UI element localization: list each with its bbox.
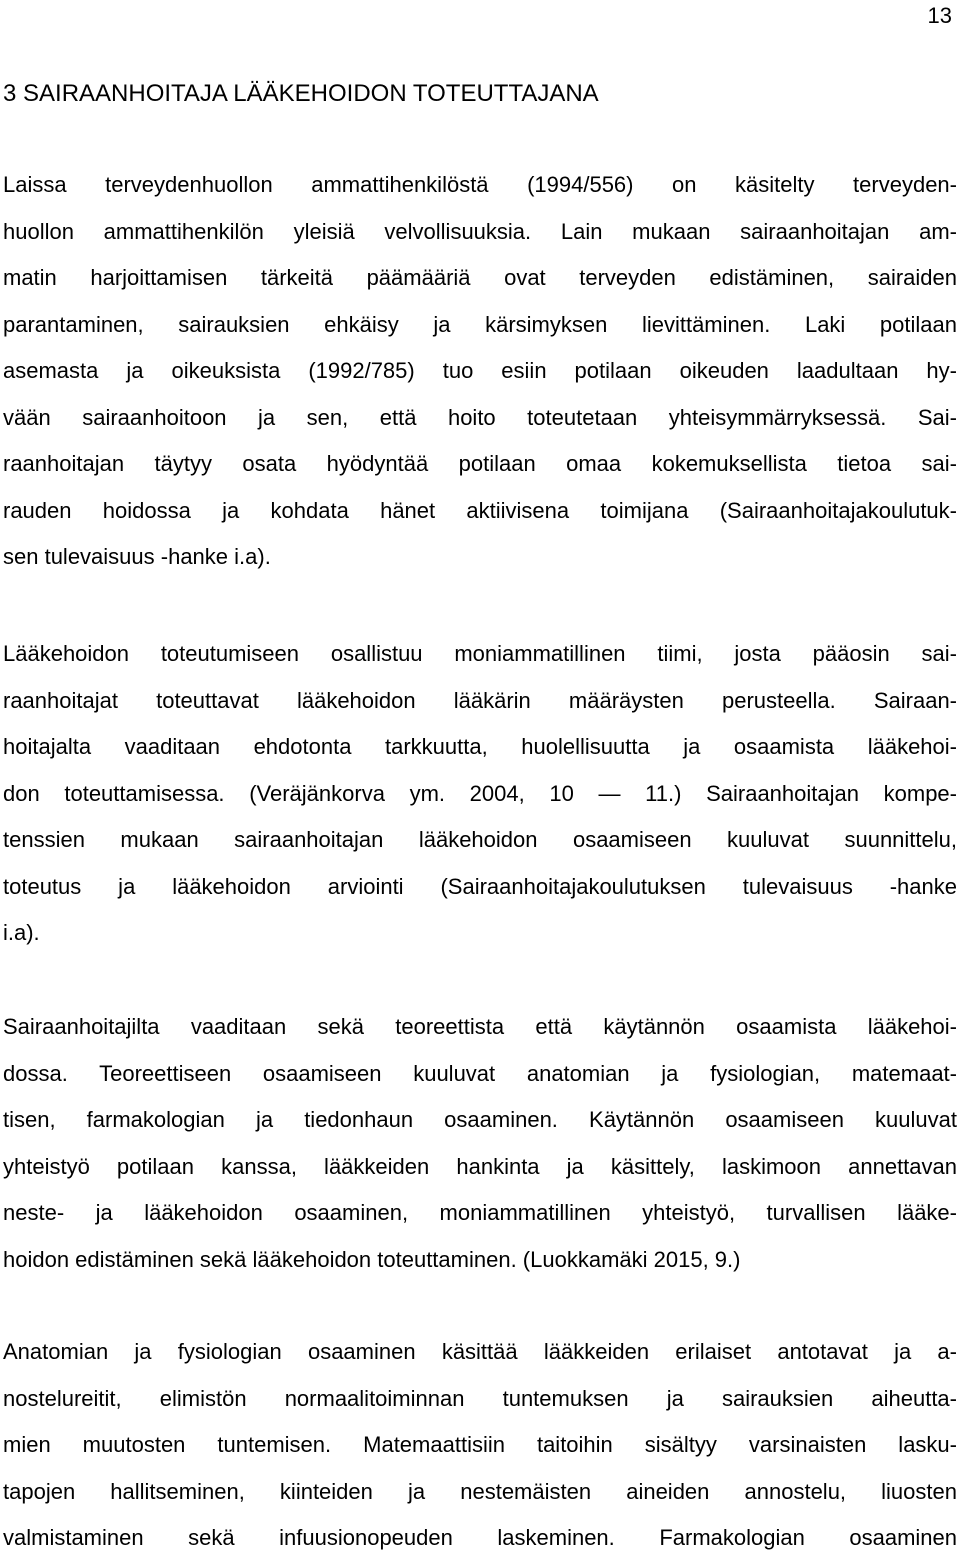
text-line: tapojen hallitseminen, kiinteiden ja nestemäisten aineiden annostelu, liuosten	[3, 1478, 957, 1504]
text-line: vään sairaanhoitoon ja sen, että hoito toteutetaan yhteisymmärryksessä. Sai-	[3, 404, 957, 430]
page-number: 13	[927, 3, 952, 28]
text-line: nostelureitit, elimistön normaalitoiminnan tuntemuksen ja sairauksien aiheutta-	[3, 1385, 957, 1411]
text-line: Lääkehoidon toteutumiseen osallistuu moniammatillinen tiimi, josta pääosin sai-	[3, 641, 957, 666]
text-line: yhteistyö potilaan kanssa, lääkkeiden hankinta ja käsittely, laskimoon annettavan	[3, 1153, 957, 1179]
text-line: valmistaminen sekä infuusionopeuden laskeminen. Farmakologian osaaminen	[3, 1525, 957, 1550]
text-line: don toteuttamisessa. (Veräjänkorva ym. 2004, 10 — 11.) Sairaanhoitajan kompe-	[3, 780, 957, 806]
text-line: dossa. Teoreettiseen osaamiseen kuuluvat anatomian ja fysiologian, matemaat-	[3, 1060, 957, 1086]
text-line: Laissa terveydenhuollon ammattihenkilöstä (1994/556) on käsitelty terveyden-	[3, 172, 957, 197]
paragraph-4-text	[3, 1329, 957, 1562]
text-line: matin harjoittamisen tärkeitä päämääriä ovat terveyden edistäminen, sairaiden	[3, 265, 957, 290]
text-line: i.a).	[3, 920, 40, 945]
text-line: raanhoitajan täytyy osata hyödyntää potilaan omaa kokemuksellista tietoa sai-	[3, 451, 957, 476]
chapter-heading: 3 SAIRAANHOITAJA LÄÄKEHOIDON TOTEUTTAJANA	[3, 80, 599, 107]
paragraph-1	[3, 162, 957, 581]
text-line: Sairaanhoitajilta vaaditaan sekä teoreettista että käytännön osaamista lääkehoi-	[3, 1014, 957, 1039]
text-line: hoidon edistäminen sekä lääkehoidon toteuttaminen. (Luokkamäki 2015, 9.)	[3, 1246, 741, 1272]
text-line: mien muutosten tuntemisen. Matemaattisiin taitoihin sisältyy varsinaisten lasku-	[3, 1432, 957, 1457]
text-line: toteutus ja lääkehoidon arviointi (Sairaanhoitajakoulutuksen tulevaisuus -hanke	[3, 873, 957, 899]
paragraph-2	[3, 631, 957, 957]
paragraph-2-text	[3, 631, 957, 957]
text-line: raanhoitajat toteuttavat lääkehoidon lääkärin määräysten perusteella. Sairaan-	[3, 687, 957, 713]
text-line: sen tulevaisuus -hanke i.a).	[3, 544, 271, 569]
text-line: tisen, farmakologian ja tiedonhaun osaaminen. Käytännön osaamiseen kuuluvat	[3, 1107, 957, 1132]
paragraph-1-text	[3, 162, 957, 581]
text-line: Anatomian ja fysiologian osaaminen käsittää lääkkeiden erilaiset antotavat ja a-	[3, 1339, 957, 1364]
paragraph-3	[3, 1004, 957, 1283]
text-line: asemasta ja oikeuksista (1992/785) tuo esiin potilaan oikeuden laadultaan hy-	[3, 358, 957, 383]
paragraph-4	[3, 1329, 957, 1562]
text-line: huollon ammattihenkilön yleisiä velvollisuuksia. Lain mukaan sairaanhoitajan am-	[3, 218, 957, 244]
paragraph-3-text	[3, 1004, 957, 1283]
text-line: tenssien mukaan sairaanhoitajan lääkehoidon osaamiseen kuuluvat suunnittelu,	[3, 827, 957, 852]
text-line: hoitajalta vaaditaan ehdotonta tarkkuutta, huolellisuutta ja osaamista lääkehoi-	[3, 734, 957, 759]
text-line: rauden hoidossa ja kohdata hänet aktiivisena toimijana (Sairaanhoitajakoulutuk-	[3, 497, 957, 523]
text-line: neste- ja lääkehoidon osaaminen, moniammatillinen yhteistyö, turvallisen lääke-	[3, 1200, 957, 1225]
text-line: parantaminen, sairauksien ehkäisy ja kärsimyksen lievittäminen. Laki potilaan	[3, 311, 957, 337]
